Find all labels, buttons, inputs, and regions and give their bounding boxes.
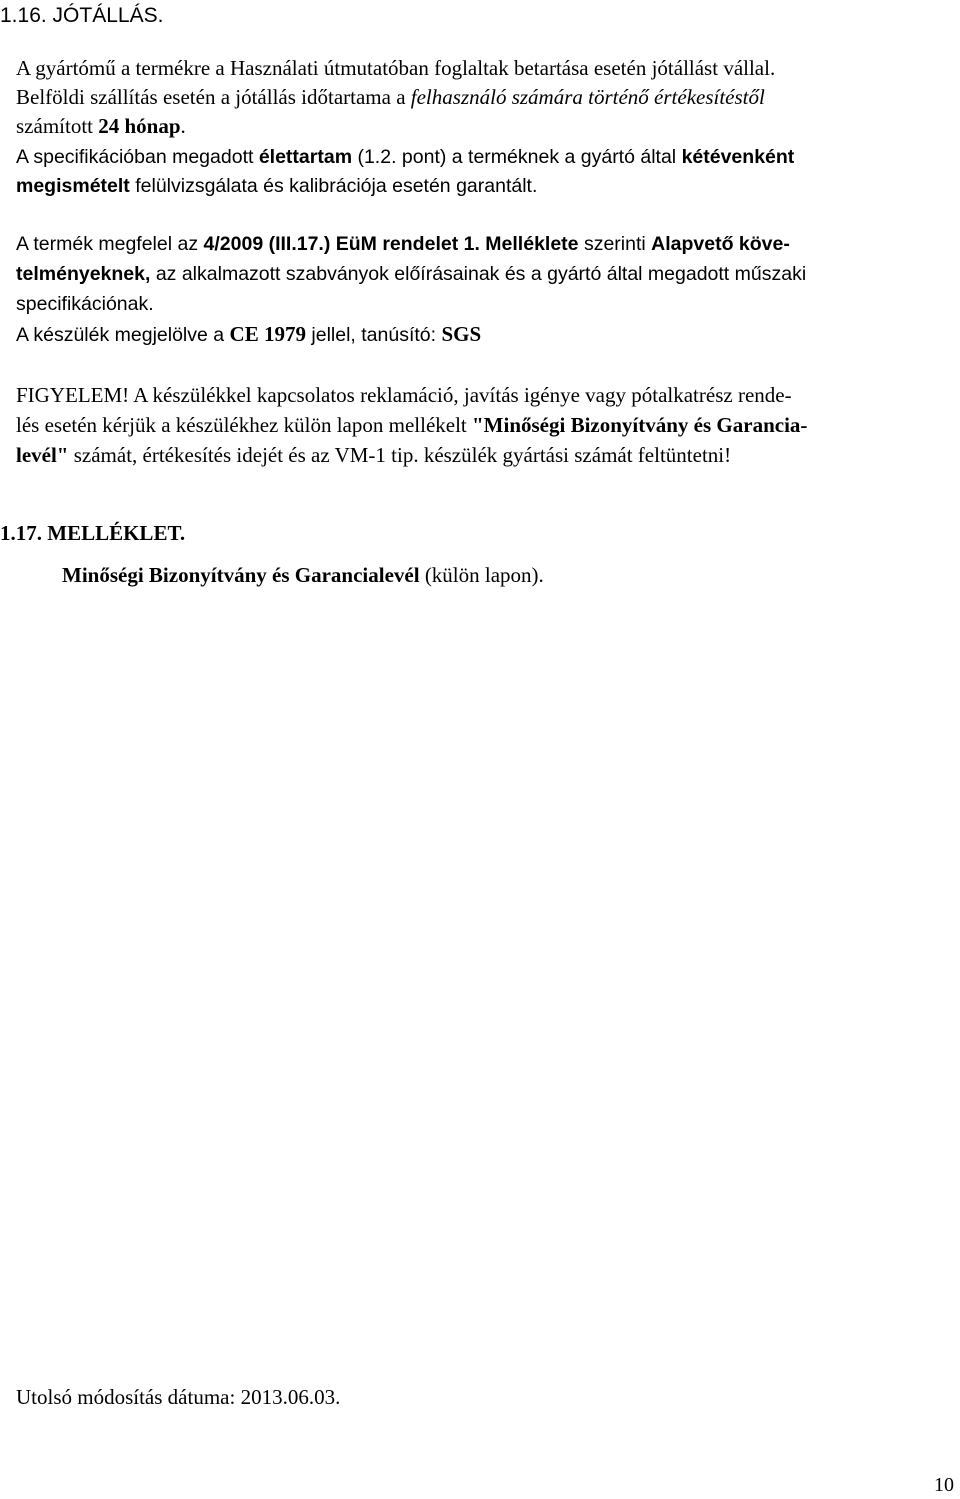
section-heading-warranty: 1.16. JÓTÁLLÁS. bbox=[0, 4, 164, 27]
warning-paragraph-line: lés esetén kérjük a készülékhez külön lapon mellékelt "Minőségi Bizonyítvány és Garancia- bbox=[16, 413, 808, 437]
warranty-paragraph-line: Belföldi szállítás esetén a jótállás időtartama a felhasználó számára történő értékesítéstől bbox=[16, 85, 765, 109]
section-heading-appendix: 1.17. MELLÉKLET. bbox=[0, 521, 186, 545]
compliance-paragraph-line: telményeknek, az alkalmazott szabványok előírásainak és a gyártó által megadott műszaki bbox=[16, 263, 807, 285]
lifetime-paragraph-line: A specifikációban megadott élettartam (1.2. pont) a terméknek a gyártó által kétévenként bbox=[16, 146, 795, 168]
last-modified-date: Utolsó módosítás dátuma: 2013.06.03. bbox=[16, 1385, 341, 1409]
warranty-paragraph-line: számított 24 hónap. bbox=[16, 114, 186, 138]
warning-paragraph-line: FIGYELEM! A készülékkel kapcsolatos reklamáció, javítás igénye vagy pótalkatrész rende- bbox=[16, 383, 792, 407]
warranty-paragraph-line: A gyártómű a termékre a Használati útmutatóban foglaltak betartása esetén jótállást vállal. bbox=[16, 56, 776, 80]
lifetime-paragraph-line: megismételt felülvizsgálata és kalibrációja esetén garantált. bbox=[16, 175, 538, 197]
compliance-paragraph-line: specifikációnak. bbox=[16, 293, 154, 315]
compliance-paragraph-line: A termék megfelel az 4/2009 (III.17.) EüM rendelet 1. Melléklete szerinti Alapvető köve- bbox=[16, 233, 790, 255]
page-number: 10 bbox=[934, 1474, 954, 1496]
appendix-item: Minőségi Bizonyítvány és Garancialevél (külön lapon). bbox=[62, 563, 544, 587]
ce-marking-line: A készülék megjelölve a CE 1979 jellel, tanúsító: SGS bbox=[16, 322, 482, 346]
warning-paragraph-line: levél" számát, értékesítés idejét és az VM-1 tip. készülék gyártási számát feltüntetni! bbox=[16, 443, 732, 467]
